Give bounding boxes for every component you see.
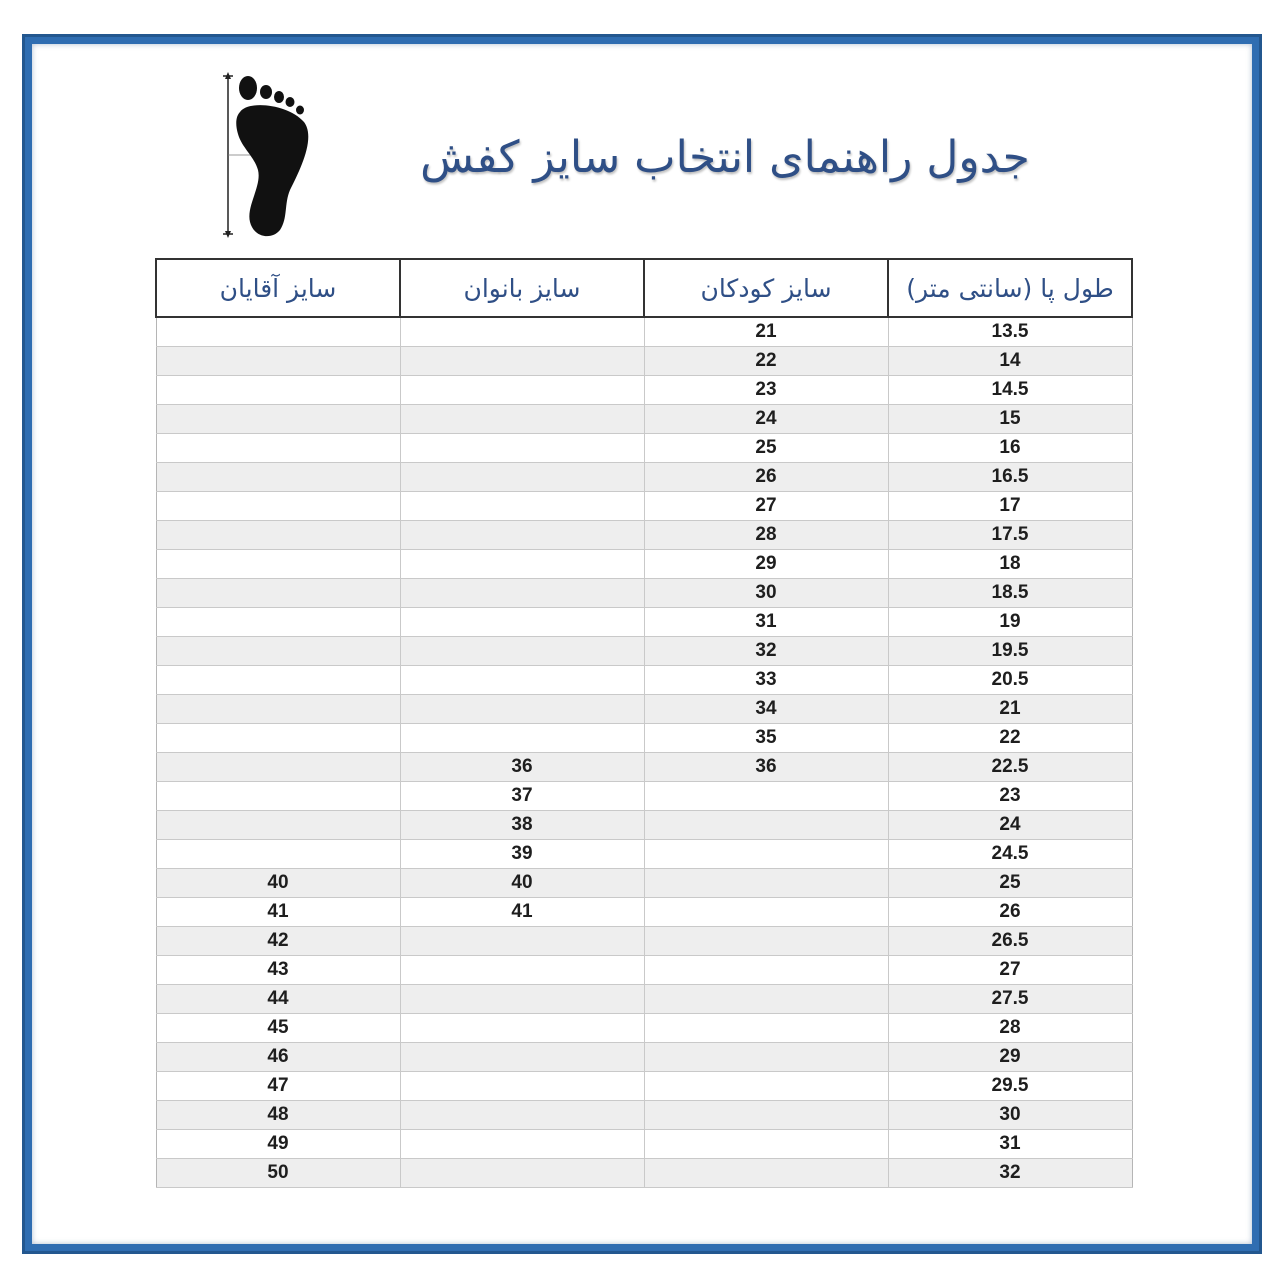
cell-foot-length: 24 bbox=[888, 811, 1132, 840]
cell-men-size bbox=[156, 695, 400, 724]
cell-women-size bbox=[400, 1159, 644, 1188]
cell-women-size bbox=[400, 637, 644, 666]
cell-men-size: 45 bbox=[156, 1014, 400, 1043]
cell-men-size: 46 bbox=[156, 1043, 400, 1072]
cell-women-size: 39 bbox=[400, 840, 644, 869]
cell-kids-size: 35 bbox=[644, 724, 888, 753]
cell-men-size bbox=[156, 463, 400, 492]
table-row bbox=[156, 1159, 1132, 1188]
cell-kids-size: 34 bbox=[644, 695, 888, 724]
table-row bbox=[156, 927, 1132, 956]
cell-foot-length: 22 bbox=[888, 724, 1132, 753]
table-row bbox=[156, 1101, 1132, 1130]
cell-women-size bbox=[400, 434, 644, 463]
cell-men-size bbox=[156, 608, 400, 637]
cell-men-size bbox=[156, 317, 400, 347]
cell-women-size: 37 bbox=[400, 782, 644, 811]
cell-men-size: 43 bbox=[156, 956, 400, 985]
table-row bbox=[156, 347, 1132, 376]
cell-foot-length: 18.5 bbox=[888, 579, 1132, 608]
cell-kids-size: 33 bbox=[644, 666, 888, 695]
cell-kids-size bbox=[644, 1043, 888, 1072]
cell-women-size bbox=[400, 1043, 644, 1072]
cell-kids-size bbox=[644, 1101, 888, 1130]
cell-men-size bbox=[156, 637, 400, 666]
table-row bbox=[156, 637, 1132, 666]
cell-kids-size bbox=[644, 1072, 888, 1101]
cell-kids-size bbox=[644, 898, 888, 927]
cell-kids-size bbox=[644, 927, 888, 956]
table-row bbox=[156, 869, 1132, 898]
cell-kids-size: 27 bbox=[644, 492, 888, 521]
header-women-size: سایز بانوان bbox=[400, 259, 644, 317]
cell-foot-length: 16 bbox=[888, 434, 1132, 463]
cell-foot-length: 28 bbox=[888, 1014, 1132, 1043]
cell-kids-size: 26 bbox=[644, 463, 888, 492]
cell-women-size: 36 bbox=[400, 753, 644, 782]
cell-kids-size bbox=[644, 1130, 888, 1159]
cell-women-size bbox=[400, 695, 644, 724]
table-header-row bbox=[156, 259, 1132, 317]
table-row bbox=[156, 753, 1132, 782]
cell-kids-size: 28 bbox=[644, 521, 888, 550]
cell-women-size bbox=[400, 405, 644, 434]
cell-kids-size: 29 bbox=[644, 550, 888, 579]
cell-men-size: 41 bbox=[156, 898, 400, 927]
cell-women-size: 40 bbox=[400, 869, 644, 898]
cell-kids-size: 32 bbox=[644, 637, 888, 666]
cell-men-size: 47 bbox=[156, 1072, 400, 1101]
cell-women-size: 38 bbox=[400, 811, 644, 840]
cell-foot-length: 31 bbox=[888, 1130, 1132, 1159]
cell-foot-length: 19 bbox=[888, 608, 1132, 637]
cell-men-size bbox=[156, 782, 400, 811]
cell-kids-size: 31 bbox=[644, 608, 888, 637]
cell-foot-length: 26.5 bbox=[888, 927, 1132, 956]
cell-foot-length: 26 bbox=[888, 898, 1132, 927]
cell-kids-size: 24 bbox=[644, 405, 888, 434]
header-kids-size: سایز کودکان bbox=[644, 259, 888, 317]
table-row bbox=[156, 956, 1132, 985]
table-row bbox=[156, 695, 1132, 724]
table-body bbox=[156, 317, 1132, 1188]
cell-men-size: 48 bbox=[156, 1101, 400, 1130]
cell-women-size bbox=[400, 521, 644, 550]
cell-women-size bbox=[400, 927, 644, 956]
table-row bbox=[156, 550, 1132, 579]
cell-foot-length: 27 bbox=[888, 956, 1132, 985]
table-row bbox=[156, 376, 1132, 405]
cell-foot-length: 19.5 bbox=[888, 637, 1132, 666]
page-title: جدول راهنمای انتخاب سایز کفش bbox=[420, 132, 1030, 183]
cell-women-size bbox=[400, 956, 644, 985]
table-row bbox=[156, 898, 1132, 927]
cell-kids-size bbox=[644, 811, 888, 840]
header-men-size: سایز آقایان bbox=[156, 259, 400, 317]
cell-foot-length: 13.5 bbox=[888, 317, 1132, 347]
cell-women-size bbox=[400, 1130, 644, 1159]
cell-women-size bbox=[400, 492, 644, 521]
cell-kids-size bbox=[644, 840, 888, 869]
cell-foot-length: 22.5 bbox=[888, 753, 1132, 782]
cell-foot-length: 29 bbox=[888, 1043, 1132, 1072]
cell-women-size: 41 bbox=[400, 898, 644, 927]
table-row bbox=[156, 840, 1132, 869]
table-row bbox=[156, 1014, 1132, 1043]
cell-women-size bbox=[400, 985, 644, 1014]
table-row bbox=[156, 463, 1132, 492]
cell-foot-length: 18 bbox=[888, 550, 1132, 579]
cell-women-size bbox=[400, 608, 644, 637]
table-row bbox=[156, 317, 1132, 347]
cell-women-size bbox=[400, 550, 644, 579]
cell-men-size bbox=[156, 753, 400, 782]
header-foot-length: طول پا (سانتی متر) bbox=[888, 259, 1132, 317]
cell-kids-size bbox=[644, 985, 888, 1014]
cell-foot-length: 32 bbox=[888, 1159, 1132, 1188]
table-row bbox=[156, 608, 1132, 637]
cell-men-size: 40 bbox=[156, 869, 400, 898]
cell-men-size bbox=[156, 579, 400, 608]
cell-men-size bbox=[156, 376, 400, 405]
cell-kids-size: 22 bbox=[644, 347, 888, 376]
cell-men-size bbox=[156, 521, 400, 550]
cell-foot-length: 24.5 bbox=[888, 840, 1132, 869]
cell-foot-length: 21 bbox=[888, 695, 1132, 724]
shoe-size-table bbox=[155, 258, 1133, 1188]
table-row bbox=[156, 579, 1132, 608]
cell-women-size bbox=[400, 1072, 644, 1101]
cell-men-size bbox=[156, 840, 400, 869]
table-row bbox=[156, 492, 1132, 521]
cell-foot-length: 16.5 bbox=[888, 463, 1132, 492]
cell-men-size bbox=[156, 666, 400, 695]
table-row bbox=[156, 434, 1132, 463]
cell-foot-length: 15 bbox=[888, 405, 1132, 434]
cell-kids-size: 23 bbox=[644, 376, 888, 405]
cell-women-size bbox=[400, 724, 644, 753]
cell-women-size bbox=[400, 347, 644, 376]
cell-kids-size: 21 bbox=[644, 317, 888, 347]
cell-kids-size: 30 bbox=[644, 579, 888, 608]
cell-men-size bbox=[156, 434, 400, 463]
cell-kids-size bbox=[644, 1014, 888, 1043]
cell-foot-length: 25 bbox=[888, 869, 1132, 898]
table-row bbox=[156, 666, 1132, 695]
cell-foot-length: 29.5 bbox=[888, 1072, 1132, 1101]
cell-foot-length: 27.5 bbox=[888, 985, 1132, 1014]
cell-men-size bbox=[156, 405, 400, 434]
table-row bbox=[156, 782, 1132, 811]
cell-women-size bbox=[400, 317, 644, 347]
cell-men-size bbox=[156, 347, 400, 376]
footprint-icon bbox=[218, 70, 318, 240]
cell-men-size bbox=[156, 550, 400, 579]
cell-foot-length: 17.5 bbox=[888, 521, 1132, 550]
cell-men-size bbox=[156, 492, 400, 521]
table-row bbox=[156, 724, 1132, 753]
table-row bbox=[156, 985, 1132, 1014]
cell-men-size: 50 bbox=[156, 1159, 400, 1188]
table-row bbox=[156, 1072, 1132, 1101]
cell-men-size bbox=[156, 724, 400, 753]
cell-foot-length: 20.5 bbox=[888, 666, 1132, 695]
cell-women-size bbox=[400, 463, 644, 492]
cell-men-size: 42 bbox=[156, 927, 400, 956]
cell-kids-size: 25 bbox=[644, 434, 888, 463]
cell-kids-size bbox=[644, 956, 888, 985]
cell-women-size bbox=[400, 376, 644, 405]
cell-foot-length: 30 bbox=[888, 1101, 1132, 1130]
table-row bbox=[156, 405, 1132, 434]
table-row bbox=[156, 1130, 1132, 1159]
cell-men-size: 44 bbox=[156, 985, 400, 1014]
cell-women-size bbox=[400, 1101, 644, 1130]
cell-men-size: 49 bbox=[156, 1130, 400, 1159]
cell-women-size bbox=[400, 666, 644, 695]
cell-women-size bbox=[400, 1014, 644, 1043]
table-row bbox=[156, 811, 1132, 840]
cell-kids-size bbox=[644, 1159, 888, 1188]
cell-men-size bbox=[156, 811, 400, 840]
table-row bbox=[156, 1043, 1132, 1072]
cell-foot-length: 17 bbox=[888, 492, 1132, 521]
cell-foot-length: 23 bbox=[888, 782, 1132, 811]
cell-foot-length: 14.5 bbox=[888, 376, 1132, 405]
cell-foot-length: 14 bbox=[888, 347, 1132, 376]
cell-women-size bbox=[400, 579, 644, 608]
table-row bbox=[156, 521, 1132, 550]
cell-kids-size: 36 bbox=[644, 753, 888, 782]
cell-kids-size bbox=[644, 782, 888, 811]
cell-kids-size bbox=[644, 869, 888, 898]
